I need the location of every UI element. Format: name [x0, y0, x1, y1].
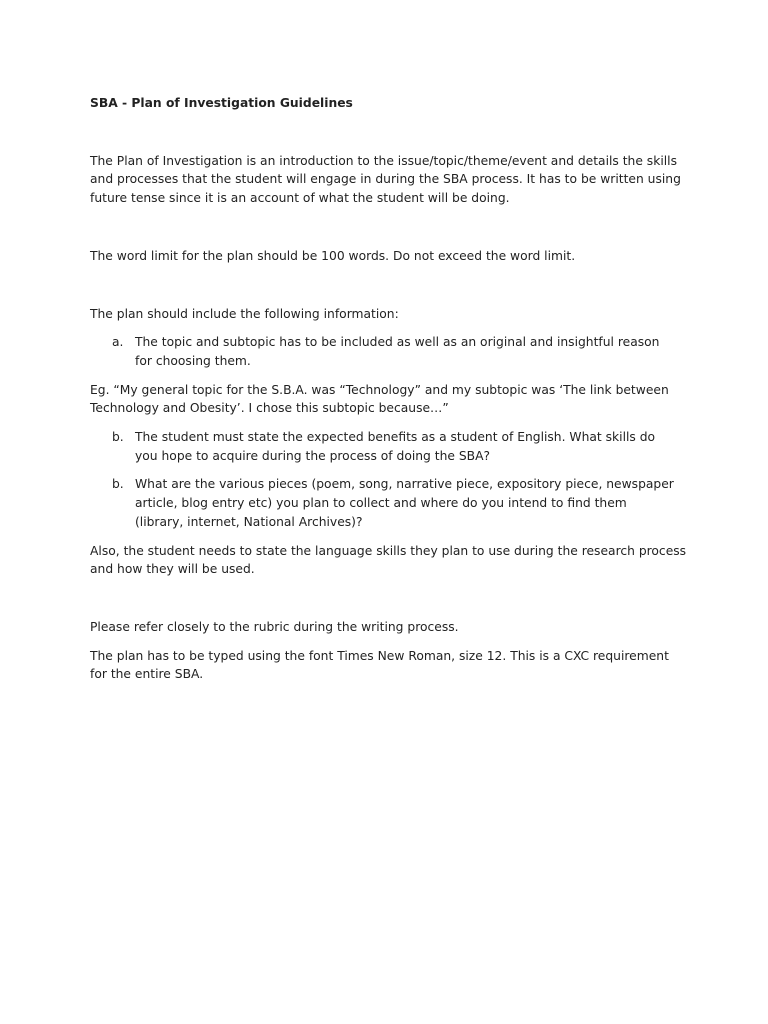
word-limit-paragraph: The word limit for the plan should be 100 words. Do not exceed the word limit.	[90, 248, 576, 263]
intro-paragraph: The Plan of Investigation is an introduction to the issue/topic/theme/event and details the skills and processes that the student will engage in during the SBA process. It has to be written using future tense since it is an account of what the student will be doing.	[90, 153, 681, 206]
list-item-text: What are the various pieces (poem, song, narrative piece, expository piece, newspaper article, blog entry etc) you plan to collect and where do you intend to find them (library, internet, National Archives)?	[135, 477, 674, 529]
list-marker: a.	[112, 335, 124, 350]
font-requirement-paragraph: The plan has to be typed using the font Times New Roman, size 12. This is a CXC requirement for the entire SBA.	[90, 648, 669, 682]
document-title: SBA - Plan of Investigation Guidelines	[90, 96, 353, 110]
language-skills-paragraph: Also, the student needs to state the language skills they plan to use during the research process and how they will be used.	[90, 543, 687, 577]
list-item-text: The student must state the expected benefits as a student of English. What skills do you hope to acquire during the process of doing the SBA?	[135, 430, 656, 463]
list-marker: b.	[112, 477, 124, 492]
example-paragraph: Eg. “My general topic for the S.B.A. was “Technology” and my subtopic was ‘The link between Technology and Obesity’. I chose this subtopic because…”	[90, 382, 669, 416]
rubric-note-paragraph: Please refer closely to the rubric during the writing process.	[90, 619, 459, 634]
list-item-text: The topic and subtopic has to be included as well as an original and insightful reason for choosing them.	[135, 335, 660, 368]
list-item-b-pieces	[90, 475, 688, 531]
list-item-b-benefits	[90, 428, 688, 465]
list-item-a	[90, 333, 688, 370]
include-heading: The plan should include the following information:	[90, 306, 399, 321]
list-marker: b.	[112, 430, 124, 445]
